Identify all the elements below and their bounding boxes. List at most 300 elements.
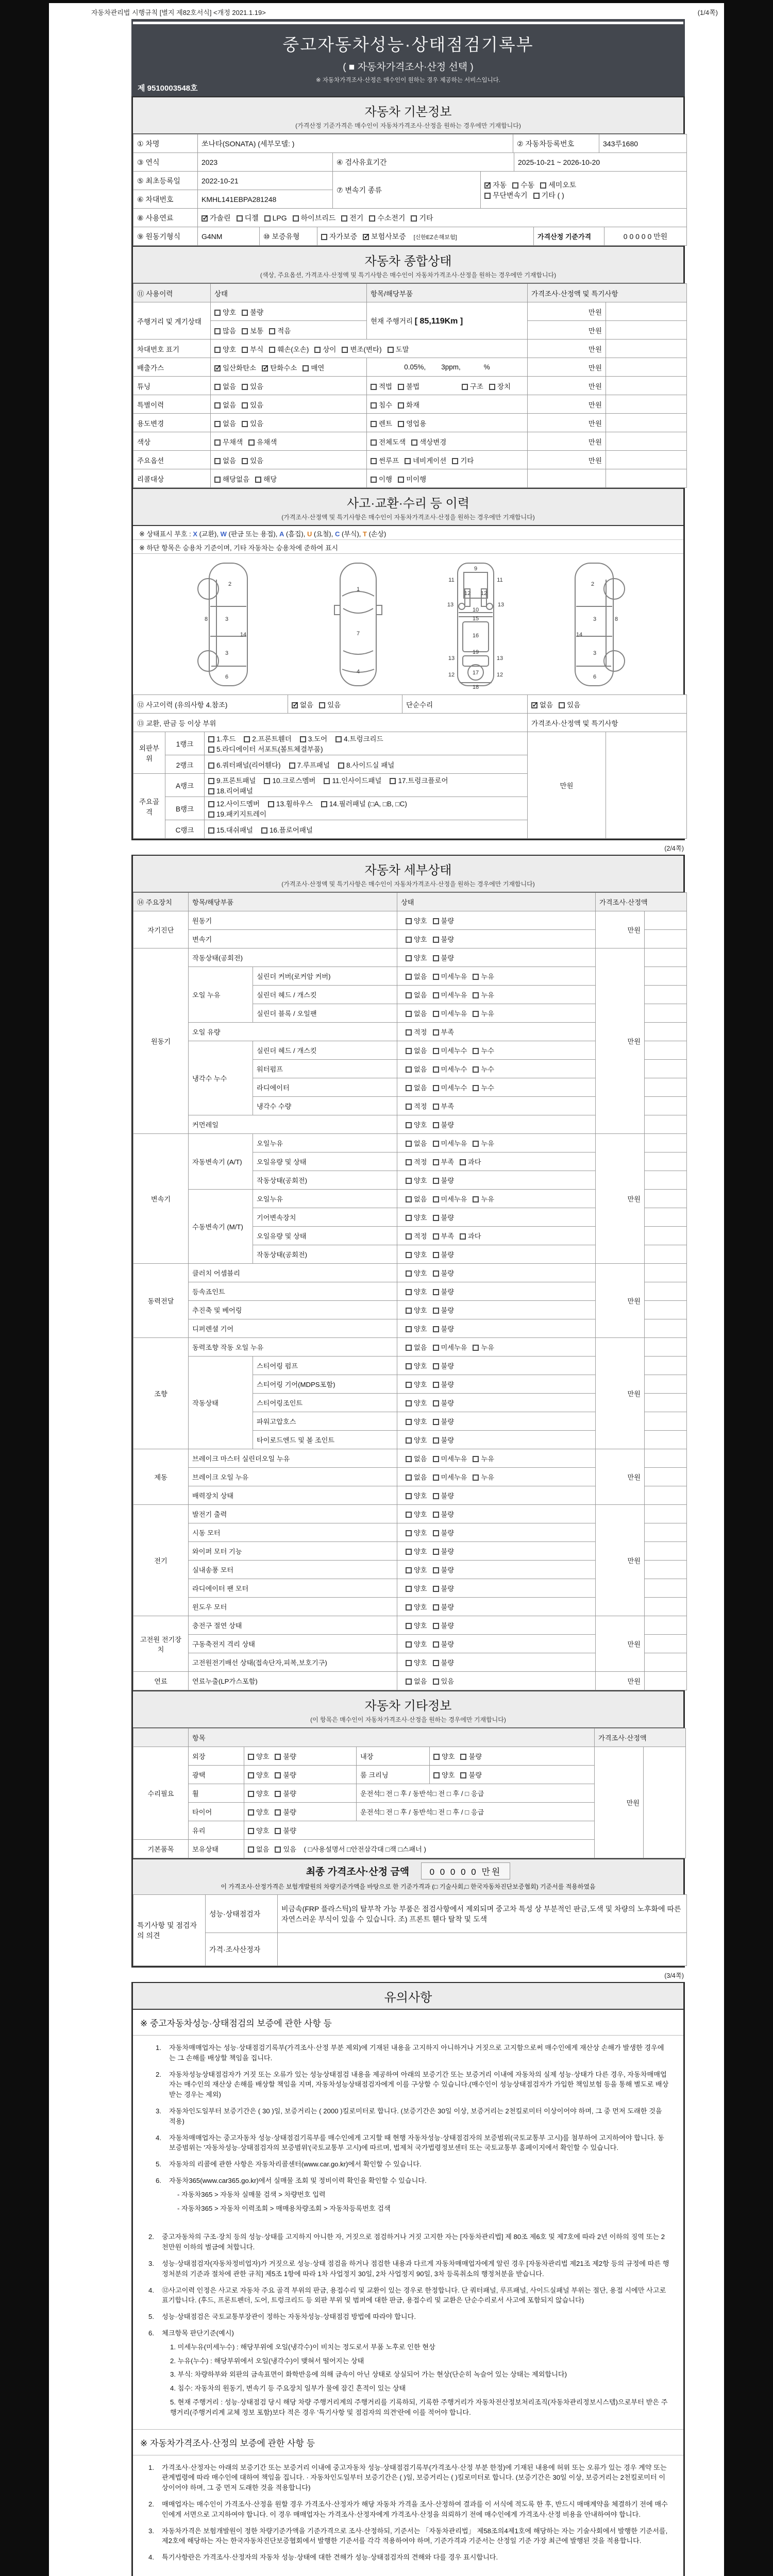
- checkbox[interactable]: [406, 992, 412, 998]
- notice-item-number: 1.: [148, 2463, 154, 2471]
- checkbox[interactable]: [433, 1754, 440, 1760]
- notice-sub-item: 2. 누유(누수) : 해당부위에서 오일(냉각수)이 맺혀서 떨어지는 상태: [170, 2357, 364, 2365]
- notice-section: [131, 1982, 685, 2576]
- checkbox-checked[interactable]: [363, 234, 369, 240]
- checkbox[interactable]: [335, 736, 342, 742]
- state-checks: [397, 1134, 596, 1153]
- checkbox[interactable]: [406, 1048, 412, 1054]
- checkbox[interactable]: [433, 1178, 439, 1184]
- checkbox[interactable]: [406, 1604, 412, 1611]
- checkbox[interactable]: [248, 1791, 254, 1797]
- checkbox[interactable]: [433, 974, 439, 980]
- checkbox-label: 기타: [419, 213, 433, 222]
- checkbox[interactable]: [433, 1400, 439, 1406]
- checkbox[interactable]: [460, 1159, 466, 1165]
- checkbox[interactable]: [406, 1512, 412, 1518]
- checkbox[interactable]: [460, 1233, 466, 1240]
- checkbox-label: 없음: [414, 991, 427, 999]
- checkbox[interactable]: [405, 458, 411, 464]
- checkbox[interactable]: [406, 1289, 412, 1295]
- checkbox[interactable]: [321, 234, 327, 240]
- checkbox-label: 불량: [441, 1566, 454, 1574]
- checkbox-checked[interactable]: [201, 215, 208, 222]
- checkbox[interactable]: [433, 1252, 439, 1258]
- rankB-label: B랭크: [165, 797, 205, 820]
- accident-band: [133, 488, 683, 526]
- checkbox[interactable]: [433, 1493, 439, 1499]
- sub-group-label: 수동변속기 (M/T): [189, 1190, 253, 1264]
- checkbox[interactable]: [275, 1754, 281, 1760]
- notice-item: [148, 2312, 670, 2322]
- document-header: [131, 19, 685, 96]
- checkbox[interactable]: [473, 1196, 479, 1202]
- checkbox[interactable]: [406, 1326, 412, 1332]
- checkbox[interactable]: [214, 402, 221, 409]
- item-label: 시동 모터: [189, 1523, 397, 1542]
- checkbox[interactable]: [242, 347, 248, 353]
- checkbox[interactable]: [214, 458, 221, 464]
- checkbox[interactable]: [433, 1289, 439, 1295]
- checkbox-label: 누수: [481, 1084, 494, 1092]
- checkbox[interactable]: [208, 788, 214, 794]
- exterior-label: 외장: [189, 1747, 244, 1766]
- checkbox[interactable]: [433, 1196, 439, 1202]
- checkbox[interactable]: [433, 1623, 439, 1629]
- checkbox[interactable]: [433, 1660, 439, 1666]
- checkbox[interactable]: [473, 1475, 479, 1481]
- price-note-cell: [645, 1598, 687, 1616]
- checkbox-label: 화재: [406, 401, 420, 409]
- checkbox[interactable]: [406, 1270, 412, 1277]
- checkbox[interactable]: [433, 1308, 439, 1314]
- checkbox[interactable]: [406, 1456, 412, 1462]
- hold-extra: ( □사용설명서 □안전삼각대 □잭 □스패너 ): [304, 1845, 426, 1853]
- checkbox[interactable]: [406, 1122, 412, 1128]
- checkbox[interactable]: [406, 1308, 412, 1314]
- checkbox[interactable]: [473, 1456, 479, 1462]
- checkbox[interactable]: [433, 1679, 439, 1685]
- checkbox[interactable]: [433, 992, 439, 998]
- checkbox[interactable]: [398, 477, 404, 483]
- checkbox[interactable]: [433, 1641, 439, 1648]
- checkbox[interactable]: [433, 1345, 439, 1351]
- hold-state-cell: [244, 1840, 595, 1858]
- checkbox[interactable]: [248, 1772, 254, 1778]
- checkbox[interactable]: [406, 1623, 412, 1629]
- checkbox[interactable]: [321, 801, 327, 807]
- checkbox[interactable]: [208, 801, 214, 807]
- checkbox[interactable]: [433, 1530, 439, 1536]
- checkbox[interactable]: [214, 384, 221, 390]
- checkbox[interactable]: [473, 1066, 479, 1073]
- checkbox[interactable]: [371, 402, 377, 409]
- checkbox[interactable]: [342, 347, 348, 353]
- checkbox[interactable]: [452, 458, 458, 464]
- price-note-cell: [645, 986, 687, 1004]
- checkbox[interactable]: [433, 937, 439, 943]
- checkbox-label: 불량: [441, 936, 454, 943]
- checkbox-label: 11.인사이드패널: [332, 777, 382, 785]
- checkbox[interactable]: [248, 1809, 254, 1816]
- checkbox[interactable]: [371, 384, 377, 390]
- notice-item-text: 자동차가격은 보험개발원이 정한 차량기준가액을 기준가격으로 조사·산정하되, 기준서는 「자동차관리법」 제58조의4제1호에 해당하는 자는 기술사회에서 발행한 기준서를, 제2호에 해당하는 자는 한국자동차진단보증협회에서 발행한 기준서를 각각 적용하여야 하며, 기준가격과 기준서는 산정일 기준 가장 최근에 발행된 것을 적용합니다.: [162, 2527, 668, 2545]
- price-note-cell: [645, 1375, 687, 1394]
- checkbox[interactable]: [248, 1828, 254, 1834]
- checkbox[interactable]: [406, 974, 412, 980]
- price-note-cell: [645, 1023, 687, 1041]
- checkbox[interactable]: [237, 215, 243, 222]
- checkbox[interactable]: [406, 1363, 412, 1369]
- checkbox[interactable]: [433, 1270, 439, 1277]
- checkbox[interactable]: [341, 215, 347, 222]
- checkbox[interactable]: [460, 1754, 466, 1760]
- checkbox[interactable]: [406, 1011, 412, 1017]
- price-note-cell: [645, 1041, 687, 1060]
- checkbox[interactable]: [406, 1141, 412, 1147]
- checkbox[interactable]: [433, 1456, 439, 1462]
- diagram-part-number: 13: [497, 602, 505, 608]
- checkbox-label: 양호: [256, 1808, 270, 1816]
- checkbox-label: 불량: [250, 308, 264, 316]
- checkbox-checked[interactable]: [262, 365, 268, 371]
- checkbox[interactable]: [473, 1141, 479, 1147]
- checkbox[interactable]: [433, 1586, 439, 1592]
- other-info-band: [133, 1690, 683, 1728]
- checkbox[interactable]: [275, 1809, 281, 1816]
- checkbox-label: 불량: [468, 1753, 482, 1760]
- checkbox[interactable]: [300, 736, 306, 742]
- option-checks-2: [367, 451, 528, 469]
- checkbox[interactable]: [433, 1215, 439, 1221]
- checkbox[interactable]: [433, 1475, 439, 1481]
- checkbox-checked[interactable]: [214, 365, 221, 371]
- recall-label: 리콜대상: [133, 469, 211, 488]
- state-checks: [397, 1301, 596, 1319]
- checkbox[interactable]: [489, 384, 495, 390]
- checkbox-label: 미이행: [406, 475, 427, 483]
- checkbox[interactable]: [406, 1567, 412, 1573]
- checkbox[interactable]: [433, 1122, 439, 1128]
- checkbox[interactable]: [433, 1382, 439, 1388]
- checkbox[interactable]: [398, 384, 404, 390]
- notice-item-number: 3.: [148, 2259, 154, 2267]
- checkbox[interactable]: [433, 1029, 439, 1036]
- checkbox-label: 없음: [414, 1065, 427, 1073]
- checkbox[interactable]: [314, 347, 321, 353]
- checkbox[interactable]: [411, 215, 417, 222]
- checkbox[interactable]: [406, 1437, 412, 1444]
- state-checks: [397, 1635, 596, 1653]
- checkbox[interactable]: [533, 193, 540, 199]
- item-label: 실린더 헤드 / 개스킷: [253, 1041, 397, 1060]
- checkbox[interactable]: [208, 736, 214, 742]
- price-note-cell: [645, 1394, 687, 1412]
- checkbox[interactable]: [406, 1530, 412, 1536]
- checkbox[interactable]: [433, 1604, 439, 1611]
- price-note-cell: [645, 1171, 687, 1190]
- checkbox-label: 8.사이드실 패널: [346, 761, 395, 769]
- checkbox[interactable]: [460, 1772, 466, 1778]
- checkbox[interactable]: [371, 439, 377, 446]
- checkbox-label: 양호: [414, 917, 427, 925]
- checkbox-label: 부족: [441, 1158, 454, 1166]
- checkbox[interactable]: [338, 762, 344, 769]
- checkbox-label: 13.휠하우스: [276, 800, 313, 808]
- checkbox[interactable]: [208, 762, 214, 769]
- checkbox[interactable]: [406, 1660, 412, 1666]
- checkbox[interactable]: [433, 955, 439, 961]
- checkbox[interactable]: [512, 182, 518, 189]
- checkbox-label: LPG: [272, 213, 287, 222]
- status-code-letter: A: [279, 530, 284, 538]
- checkbox-label: 무단변속기: [493, 191, 528, 199]
- price-note-cell: [606, 432, 687, 451]
- item-label: 파워고압호스: [253, 1412, 397, 1431]
- checkbox[interactable]: [255, 477, 261, 483]
- checkbox[interactable]: [261, 827, 267, 834]
- notice-item-text: 가격조사·산정자는 아래의 보증기간 또는 보증거리 이내에 중고자동차 성능·상태점검기록부(가격조사·산정 부분 한정)에 기재된 내용에 허위 또는 오류가 있는 경우 계약 또는 관계법령에 따라 매수인에 대하여 책임을 집니다. · 자동차인도일부터 보증기간은 ( )일, 보증거리는 ( )킬로미터로 합니다. (보증기간은 30일 이상, 보증거리는 2천킬로미터 이상이어야 하며, 그 중 먼저 도래한 것을 적용합니다): [162, 2463, 667, 2492]
- checkbox[interactable]: [248, 439, 255, 446]
- checkbox-label: 불량: [441, 1362, 454, 1370]
- checkbox[interactable]: [248, 1846, 254, 1853]
- checkbox[interactable]: [242, 402, 248, 409]
- checkbox[interactable]: [289, 762, 295, 769]
- item-label: 원동기: [189, 911, 397, 930]
- mileage-checks-2: [211, 321, 367, 340]
- checkbox-label: 불량: [441, 1418, 454, 1426]
- checkbox[interactable]: [214, 328, 221, 334]
- checkbox-checked[interactable]: [484, 182, 491, 189]
- checkbox[interactable]: [242, 458, 248, 464]
- checkbox[interactable]: [208, 778, 214, 784]
- status-code-prefix: ※ 상태표시 부호 :: [139, 530, 193, 538]
- checkbox[interactable]: [433, 1363, 439, 1369]
- checkbox-label: 네비게이션: [413, 456, 447, 465]
- state-checks: [397, 1282, 596, 1301]
- inspection-period-value: 2025-10-21 ~ 2026-10-20: [514, 153, 687, 172]
- diagram-part-number: 7: [356, 631, 360, 637]
- checkbox[interactable]: [473, 1048, 479, 1054]
- checkbox[interactable]: [433, 918, 439, 924]
- item-label: 윈도우 모터: [189, 1598, 397, 1616]
- checkbox[interactable]: [275, 1772, 281, 1778]
- status-code-desc: (요철),: [312, 530, 335, 538]
- checkbox-label: 도말: [395, 345, 409, 353]
- detail-title: 자동차 세부상태: [364, 863, 452, 877]
- checkbox[interactable]: [473, 1011, 479, 1017]
- checkbox[interactable]: [433, 1549, 439, 1555]
- checkbox-label: 양호: [414, 1121, 427, 1129]
- checkbox[interactable]: [398, 421, 404, 427]
- checkbox[interactable]: [242, 310, 248, 316]
- checkbox[interactable]: [324, 778, 330, 784]
- checkbox[interactable]: [242, 384, 248, 390]
- checkbox[interactable]: [462, 384, 468, 390]
- checkbox[interactable]: [559, 702, 565, 708]
- checkbox-label: 3.도어: [308, 735, 328, 743]
- checkbox-label: 15.대쉬패널: [216, 826, 253, 834]
- tire-checks: [244, 1803, 357, 1821]
- notice-item: [148, 2285, 670, 2306]
- checkbox[interactable]: [275, 1846, 281, 1853]
- checkbox[interactable]: [406, 1586, 412, 1592]
- rank1-items: [205, 732, 528, 755]
- notice-item-number: 3.: [148, 2527, 154, 2535]
- checkbox[interactable]: [406, 1475, 412, 1481]
- checkbox[interactable]: [390, 778, 396, 784]
- checkbox[interactable]: [406, 1085, 412, 1091]
- checkbox[interactable]: [369, 215, 375, 222]
- price-note-cell: [645, 1134, 687, 1153]
- checkbox[interactable]: [433, 1772, 440, 1778]
- checkbox[interactable]: [433, 1512, 439, 1518]
- notice-item-text: 자동차의 리콜에 관한 사항은 자동차리콜센터(www.car.go.kr)에서 확인할 수 있습니다.: [169, 2160, 422, 2168]
- checkbox[interactable]: [398, 402, 404, 409]
- checkbox[interactable]: [411, 439, 417, 446]
- checkbox[interactable]: [540, 182, 546, 189]
- checkbox[interactable]: [275, 1791, 281, 1797]
- checkbox-label: 17.트렁크플로어: [398, 777, 448, 785]
- checkbox[interactable]: [214, 439, 221, 446]
- state-checks: [397, 1041, 596, 1060]
- checkbox[interactable]: [208, 811, 214, 818]
- price-note-cell: [645, 948, 687, 967]
- checkbox[interactable]: [406, 1066, 412, 1073]
- checkbox[interactable]: [433, 1159, 439, 1165]
- notice-item-number: 6.: [156, 2176, 161, 2184]
- checkbox[interactable]: [473, 1085, 479, 1091]
- checkbox-label: 적정: [414, 1103, 427, 1110]
- checkbox[interactable]: [264, 778, 270, 784]
- checkbox[interactable]: [433, 1104, 439, 1110]
- warranty-type-label: ⑩ 보증유형: [260, 227, 317, 246]
- checkbox[interactable]: [269, 347, 275, 353]
- checkbox[interactable]: [406, 1215, 412, 1221]
- checkbox-label: 불법: [406, 382, 420, 391]
- checkbox[interactable]: [214, 347, 221, 353]
- checkbox[interactable]: [242, 328, 248, 334]
- checkbox[interactable]: [406, 1641, 412, 1648]
- checkbox[interactable]: [433, 1011, 439, 1017]
- diagram-part-number: 12: [448, 672, 455, 678]
- checkbox[interactable]: [433, 1567, 439, 1573]
- checkbox[interactable]: [406, 1159, 412, 1165]
- checkbox[interactable]: [406, 1679, 412, 1685]
- checkbox[interactable]: [406, 1196, 412, 1202]
- checkbox-label: 렌트: [379, 419, 393, 428]
- checkbox[interactable]: [406, 1345, 412, 1351]
- checkbox[interactable]: [406, 918, 412, 924]
- checkbox[interactable]: [269, 328, 275, 334]
- checkbox[interactable]: [244, 736, 250, 742]
- checkbox[interactable]: [433, 1326, 439, 1332]
- checkbox-checked[interactable]: [292, 702, 298, 708]
- checkbox[interactable]: [275, 1828, 281, 1834]
- car-name-label: ① 차명: [133, 134, 198, 153]
- checkbox-label: 불량: [283, 1771, 296, 1779]
- checkbox[interactable]: [406, 1029, 412, 1036]
- checkbox[interactable]: [371, 477, 377, 483]
- checkbox[interactable]: [208, 747, 214, 753]
- checkbox[interactable]: [406, 1178, 412, 1184]
- checkbox[interactable]: [433, 1233, 439, 1240]
- warranty-insurer-note: [신한EZ손해보험]: [413, 234, 457, 241]
- usage-checks-2: [367, 414, 528, 432]
- checkbox[interactable]: [406, 1233, 412, 1240]
- checkbox[interactable]: [433, 1085, 439, 1091]
- checkbox-label: 양호: [414, 1548, 427, 1555]
- checkbox-label: 미세누유: [441, 1195, 467, 1203]
- notice-item: [156, 2070, 670, 2100]
- rank2-label: 2랭크: [165, 755, 205, 774]
- checkbox-label: 있음: [327, 701, 341, 709]
- checkbox[interactable]: [371, 458, 377, 464]
- checkbox[interactable]: [214, 421, 221, 427]
- checkbox[interactable]: [406, 1419, 412, 1425]
- checkbox[interactable]: [388, 347, 394, 353]
- checkbox[interactable]: [406, 955, 412, 961]
- checkbox-label: 양호: [256, 1827, 270, 1835]
- checkbox[interactable]: [214, 310, 221, 316]
- checkbox[interactable]: [371, 421, 377, 427]
- checkbox[interactable]: [433, 1048, 439, 1054]
- checkbox-label: 누유: [481, 1010, 494, 1018]
- checkbox[interactable]: [473, 992, 479, 998]
- checkbox[interactable]: [406, 1382, 412, 1388]
- checkbox[interactable]: [473, 1345, 479, 1351]
- checkbox-label: 4.트렁크리드: [344, 735, 383, 743]
- checkbox-label: 없음: [300, 701, 314, 709]
- checkbox[interactable]: [406, 1400, 412, 1406]
- passenger-car-note: ※ 하단 항목은 승용차 기준이며, 기타 자동차는 승용차에 준하여 표시: [133, 540, 683, 554]
- checkbox-checked[interactable]: [531, 702, 537, 708]
- detail-subtitle: (가격조사·산정액 및 특기사항은 매수인이 자동차가격조사·산정을 원하는 경우에만 기재합니다): [281, 880, 535, 888]
- checkbox[interactable]: [293, 215, 299, 222]
- checkbox[interactable]: [433, 1419, 439, 1425]
- checkbox[interactable]: [208, 827, 214, 834]
- checkbox[interactable]: [268, 801, 274, 807]
- item-label: 오일누유: [253, 1134, 397, 1153]
- checkbox[interactable]: [264, 215, 271, 222]
- checkbox[interactable]: [406, 1252, 412, 1258]
- checkbox[interactable]: [433, 1141, 439, 1147]
- state-checks: [397, 1004, 596, 1023]
- accident-title: 사고·교환·수리 등 이력: [347, 497, 469, 511]
- item-label: 디퍼렌셜 기어: [189, 1319, 397, 1338]
- checkbox[interactable]: [473, 974, 479, 980]
- checkbox-label: 수동: [520, 180, 535, 189]
- checkbox[interactable]: [214, 477, 221, 483]
- checkbox[interactable]: [248, 1754, 254, 1760]
- checkbox-label: 있음: [250, 401, 264, 409]
- mileage-label: 주행거리 및 계기상태: [133, 302, 211, 340]
- checkbox[interactable]: [319, 702, 325, 708]
- checkbox[interactable]: [303, 365, 309, 371]
- checkbox[interactable]: [242, 421, 248, 427]
- recall-checks-1: [211, 469, 367, 488]
- checkbox[interactable]: [406, 1493, 412, 1499]
- checkbox[interactable]: [484, 193, 491, 199]
- checkbox-label: 없음: [223, 456, 237, 465]
- checkbox[interactable]: [406, 1104, 412, 1110]
- checkbox[interactable]: [406, 937, 412, 943]
- checkbox-label: 양호: [414, 1492, 427, 1500]
- checkbox[interactable]: [433, 1066, 439, 1073]
- checkbox[interactable]: [433, 1437, 439, 1444]
- sub-group-label: 작동상태: [189, 1357, 253, 1449]
- checkbox-label: 양호: [414, 1640, 427, 1648]
- checkbox[interactable]: [406, 1549, 412, 1555]
